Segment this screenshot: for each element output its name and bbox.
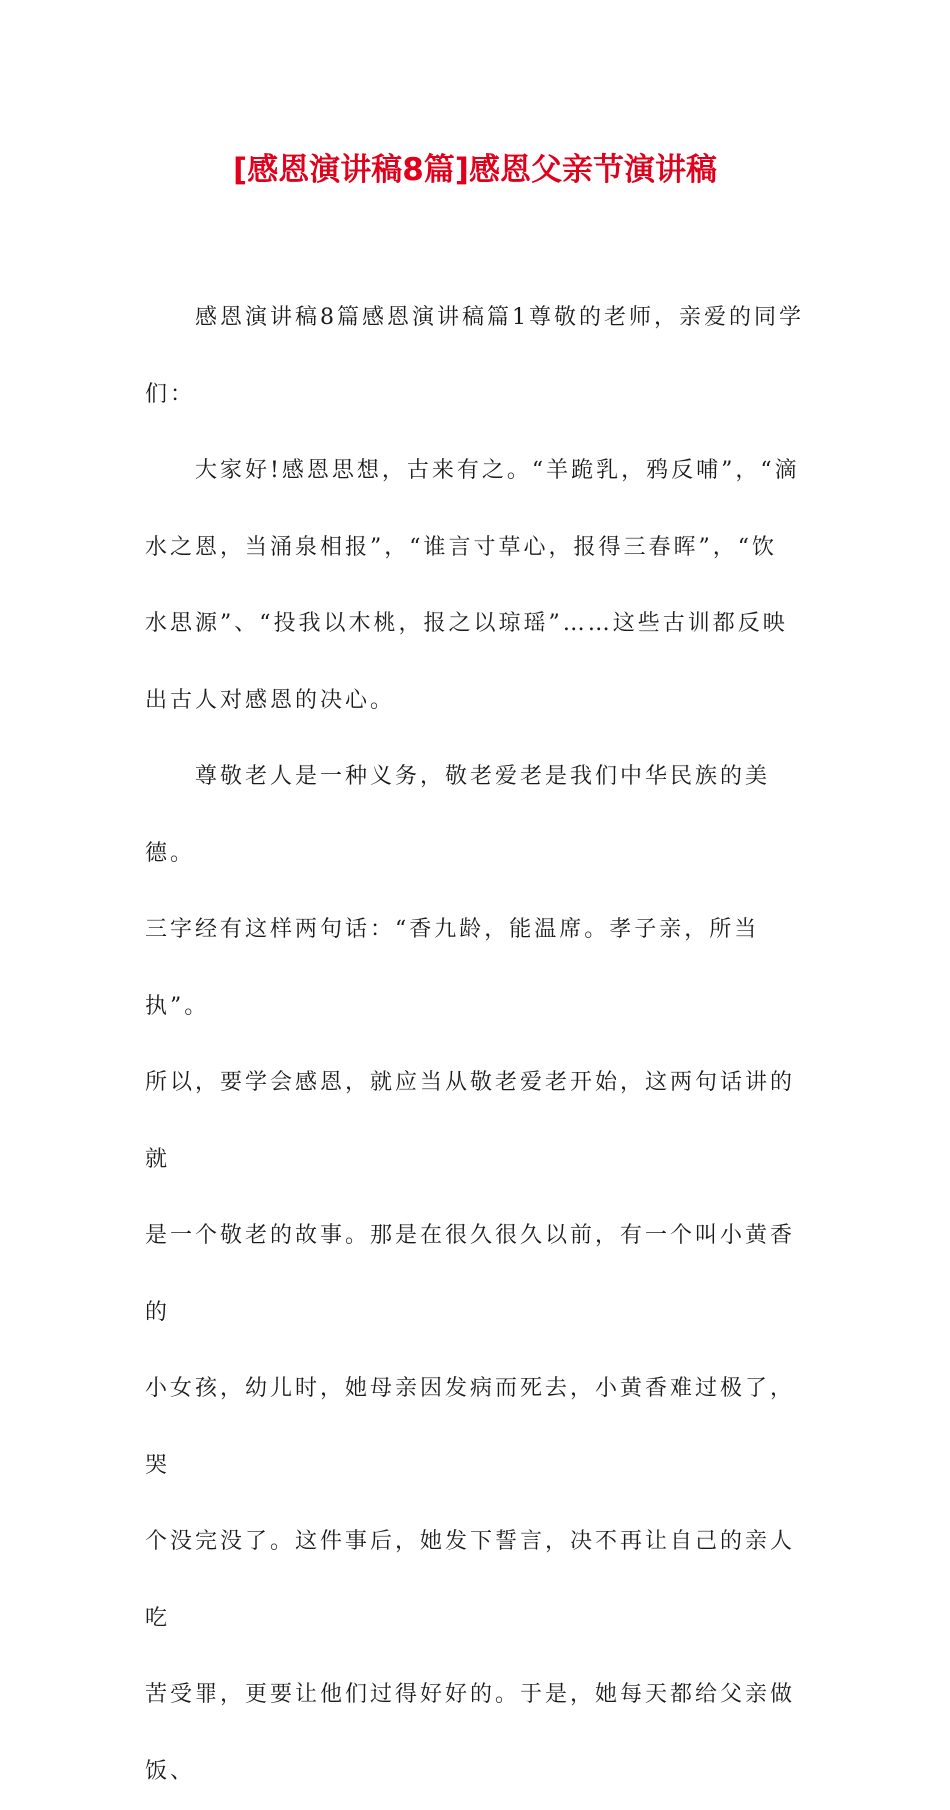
document-title: [感恩演讲稿8篇]感恩父亲节演讲稿 <box>233 152 717 188</box>
paragraph-2: 大家好!感恩思想，古来有之。“羊跪乳，鸦反哺”，“滴 水之恩，当涌泉相报”，“谁言寸草心，报得三春晖”，“饮 水思源”、“投我以木桃，报之以琼瑶”……这些古训都反映 出古人对感恩的决心。 <box>145 458 800 713</box>
paragraph-1: 感恩演讲稿8篇感恩演讲稿篇1尊敬的老师，亲爱的同学 们： <box>145 305 804 407</box>
paragraph-3: 尊敬老人是一种义务，敬老爱老是我们中华民族的美德。 三字经有这样两句话：“香九龄，能温席。孝子亲，所当执”。 所以，要学会感恩，就应当从敬老爱老开始，这两句话讲的就 是一个敬老的故事。那是在很久很久以前，有一个叫小黄香的 小女孩，幼儿时，她母亲因发病而死去，小黄香难过极了，哭 个没完没了。这件事后，她发下誓言，决不再让自己的亲人吃 苦受罪，更要让他们过得好好的。于是，她每天都给父亲做饭、 <box>145 764 796 1784</box>
document-body <box>145 280 805 1810</box>
